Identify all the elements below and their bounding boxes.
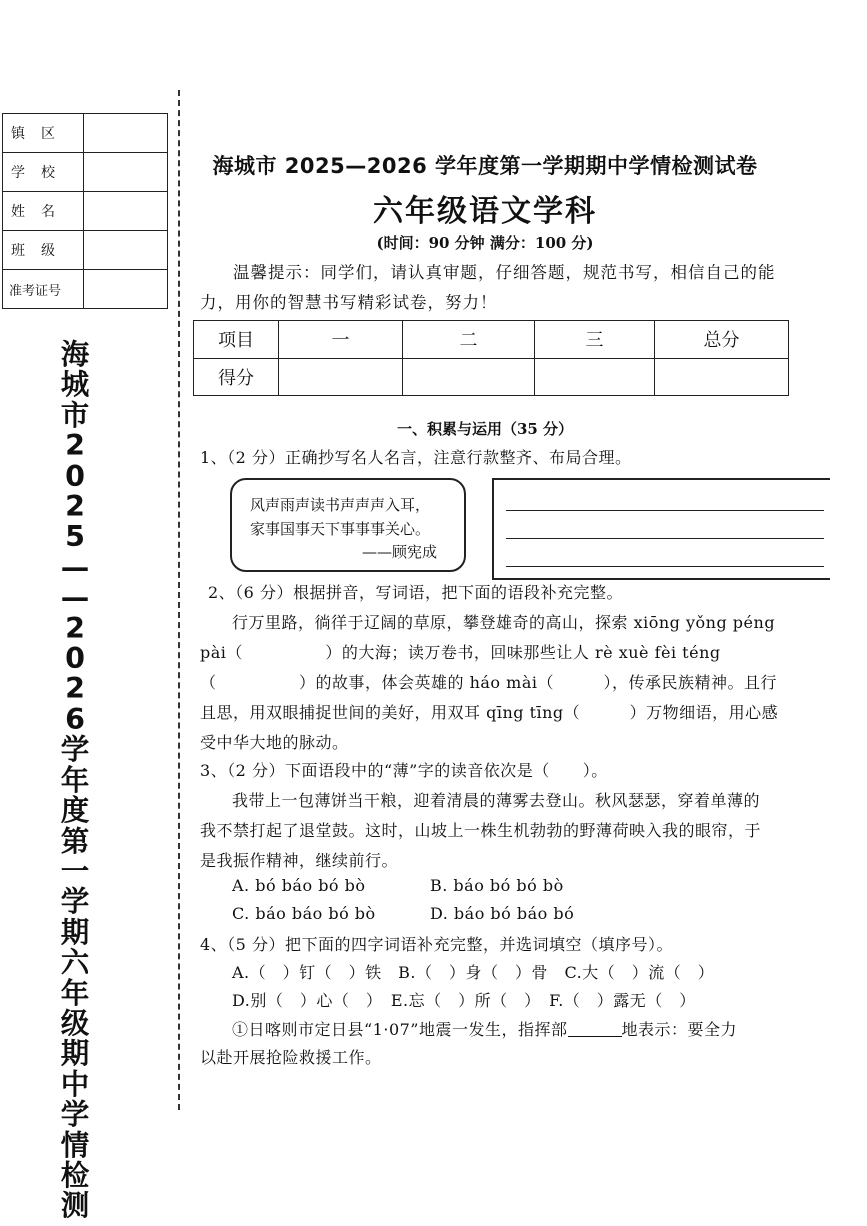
vertical-title-char: 0: [65, 642, 85, 676]
quote-box: [230, 478, 466, 572]
vertical-title-char: 期: [60, 915, 90, 949]
info-field-district[interactable]: [84, 114, 168, 153]
score-row-label: 得分: [194, 358, 279, 396]
quote-author: ——顾宪成: [362, 543, 438, 561]
vertical-title-char: 2: [65, 611, 85, 645]
score-table-header-row: [194, 321, 789, 359]
vertical-title-char: 级: [60, 1006, 90, 1040]
vertical-title-char: 2: [65, 490, 85, 524]
vertical-title-char: 2: [65, 429, 85, 463]
info-row-exam-id: [3, 270, 168, 309]
option-b[interactable]: B. báo bó bó bò: [430, 876, 564, 895]
vertical-title-char: 期: [60, 1037, 90, 1071]
score-table: [193, 320, 789, 396]
question-2-line: pài（ ）的大海；读万卷书，回味那些让人 rè xuè fèi téng: [200, 643, 721, 662]
score-header-1: 一: [279, 321, 403, 359]
info-row-district: [3, 114, 168, 153]
cut-line-divider: [178, 90, 180, 1110]
question-3: 3、（2 分）下面语段中的“薄”字的读音依次是（ ）。: [200, 761, 608, 780]
score-cell-2[interactable]: [403, 358, 535, 396]
score-header-total: 总分: [655, 321, 789, 359]
vertical-title-char: 情: [60, 1128, 90, 1162]
question-3-line: 我带上一包薄饼当干粮，迎着清晨的薄雾去登山。秋风瑟瑟，穿着单薄的: [232, 791, 761, 810]
writing-line[interactable]: [506, 510, 824, 511]
question-2-line: 受中华大地的脉动。: [200, 733, 349, 752]
section-heading: 一、积累与运用（35 分）: [396, 420, 574, 438]
vertical-title-char: 度: [60, 794, 90, 828]
vertical-title-char: 一: [60, 854, 90, 888]
info-field-class[interactable]: [84, 231, 168, 270]
warm-tip: 温馨提示：同学们，请认真审题，仔细答题，规范书写，相信自己的能力，用你的智慧书写精彩试卷，努力！: [200, 263, 776, 312]
vertical-title-char: 六: [60, 946, 90, 980]
info-label: 班 级: [3, 231, 84, 270]
vertical-title-char: 测: [60, 1189, 90, 1223]
vertical-title-char: 年: [60, 763, 90, 797]
vertical-title-char: 第: [60, 824, 90, 858]
info-field-name[interactable]: [84, 192, 168, 231]
question-4-item-1: ①日喀则市定日县“1·07”地震一发生，指挥部 地表示：要全力: [232, 1020, 738, 1039]
info-label: 学 校: [3, 153, 84, 192]
exam-title: 海城市 2025—2026 学年度第一学期期中学情检测试卷: [212, 154, 758, 178]
question-1: 1、（2 分）正确抄写名人名言，注意行款整齐、布局合理。: [200, 448, 632, 467]
vertical-title-char: 市: [60, 398, 90, 432]
writing-line[interactable]: [506, 538, 824, 539]
vertical-title-char: 城: [60, 368, 90, 402]
info-row-name: [3, 192, 168, 231]
info-label: 姓 名: [3, 192, 84, 231]
vertical-title-char: 年: [60, 976, 90, 1010]
option-c[interactable]: C. báo báo bó bò: [232, 904, 376, 923]
score-cell-total[interactable]: [655, 358, 789, 396]
score-cell-1[interactable]: [279, 358, 403, 396]
info-row-class: [3, 231, 168, 270]
info-label: 准考证号: [3, 270, 84, 309]
question-2-line: 行万里路，徜徉于辽阔的草原，攀登雄奇的高山，探索 xiōng yǒng péng: [232, 613, 776, 632]
vertical-title-char: 检: [60, 1158, 90, 1192]
copy-writing-box[interactable]: [492, 478, 830, 580]
vertical-title-char: —: [60, 581, 90, 615]
quote-line: 家事国事天下事事事关心。: [250, 520, 431, 538]
score-header-item: 项目: [194, 321, 279, 359]
score-cell-3[interactable]: [535, 358, 655, 396]
score-header-3: 三: [535, 321, 655, 359]
question-2: 2、（6 分）根据拼音，写词语，把下面的语段补充完整。: [208, 583, 623, 602]
option-d[interactable]: D. báo bó báo bó: [430, 904, 575, 923]
subject-title: 六年级语文学科: [373, 194, 597, 229]
question-4-row: D.别（ ）心（ ） E.忘（ ）所（ ） F.（ ）露无（ ）: [232, 991, 696, 1010]
score-header-2: 二: [403, 321, 535, 359]
vertical-title-char: 0: [65, 459, 85, 493]
quote-line: 风声雨声读书声声声入耳，: [250, 496, 431, 514]
question-2-line: 且思，用双眼捕捉世间的美好，用双耳 qīng tīng（ ）万物细语，用心感: [200, 703, 779, 722]
question-2-line: （ ）的故事，体会英雄的 háo mài（ ），传承民族精神。且行: [200, 673, 777, 692]
writing-line[interactable]: [506, 566, 824, 567]
question-4-item-1-cont: 以赴开展抢险救援工作。: [200, 1048, 382, 1067]
question-4: 4、（5 分）把下面的四字词语补充完整，并选词填空（填序号）。: [200, 935, 673, 954]
vertical-title-char: 中: [60, 1067, 90, 1101]
vertical-title-char: 5: [65, 520, 85, 554]
student-info-table: [2, 113, 168, 309]
vertical-title-char: 学: [60, 885, 90, 919]
fill-blank[interactable]: [568, 1020, 622, 1037]
info-field-school[interactable]: [84, 153, 168, 192]
vertical-title-char: 学: [60, 1098, 90, 1132]
question-3-line: 我不禁打起了退堂鼓。这时，山坡上一株生机勃勃的野薄荷映入我的眼帘，于: [200, 821, 762, 840]
question-4-row: A.（ ）钉（ ）铁 B.（ ）身（ ）骨 C.大（ ）流（ ）: [232, 963, 715, 982]
vertical-title-char: 海: [60, 338, 90, 371]
info-label: 镇 区: [3, 114, 84, 153]
vertical-exam-title: [58, 340, 92, 1222]
vertical-title-char: 2: [65, 672, 85, 706]
vertical-title-char: —: [60, 550, 90, 584]
score-table-score-row: [194, 358, 789, 396]
vertical-title-char: 学: [60, 733, 90, 767]
option-a[interactable]: A. bó báo bó bò: [232, 876, 366, 895]
vertical-title-char: 6: [65, 702, 85, 736]
question-3-line: 是我振作精神，继续前行。: [200, 851, 399, 870]
info-row-school: [3, 153, 168, 192]
time-score-info: (时间：90 分钟 满分：100 分): [376, 234, 594, 252]
info-field-exam-id[interactable]: [84, 270, 168, 309]
